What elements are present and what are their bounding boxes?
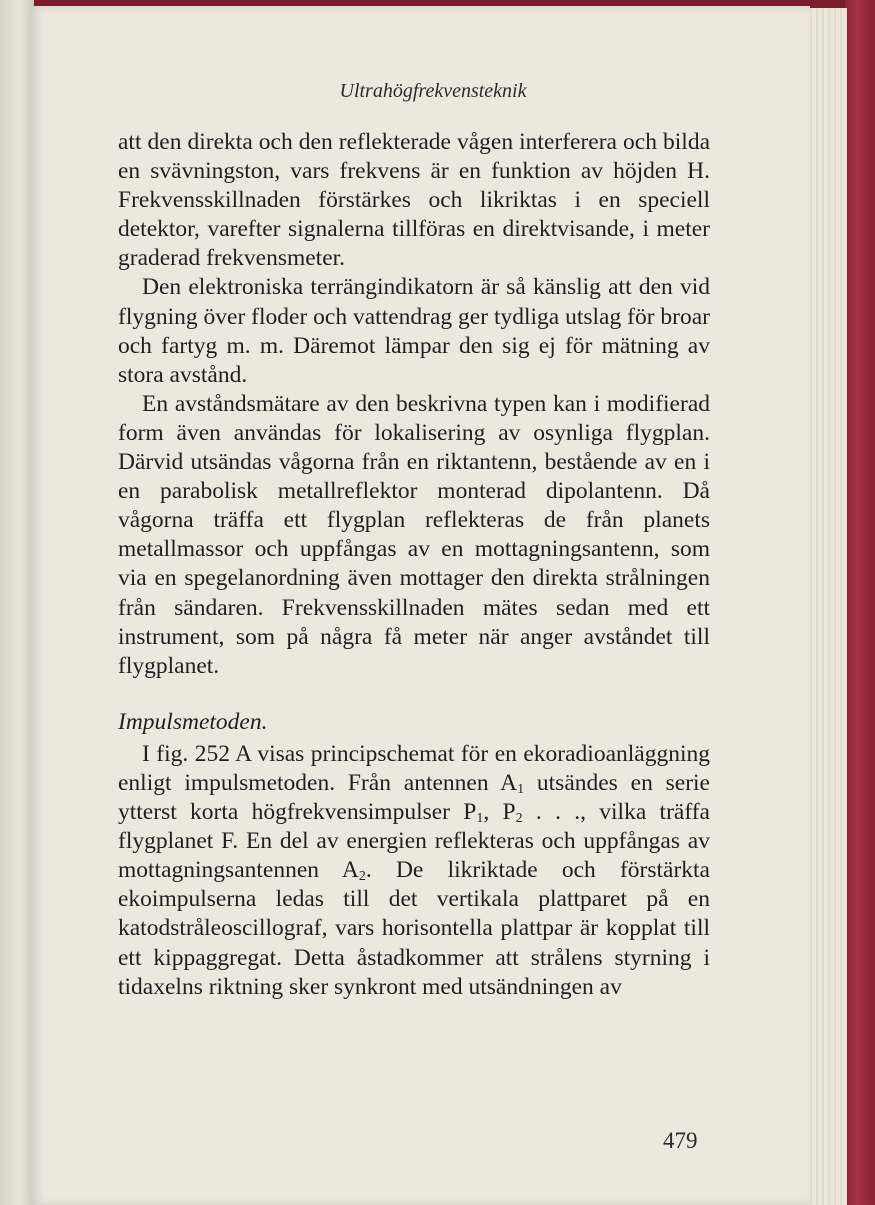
running-head: Ultrahögfrekvensteknik bbox=[339, 80, 527, 102]
paragraph-2: Den elektroniska terrängindikatorn är så känslig att den vid flygning över floder och vattendrag ger tydliga utslag för broar och fartyg m. m. Däremot lämpar den sig ej för mätning av stora avstånd. bbox=[118, 274, 710, 388]
previous-page-edge bbox=[0, 0, 34, 1205]
book-cover-edge bbox=[845, 0, 875, 1205]
section-heading: Impulsmetoden. bbox=[118, 708, 268, 735]
page-number: 479 bbox=[663, 1128, 698, 1153]
paragraph-3: En avståndsmätare av den beskrivna typen kan i modifierad form även användas för lokalisering av osynliga flygplan. Därvid utsändas vågorna från en riktantenn, bestående av en i en parabolisk metallreflektor monterad dipolantenn. Då vågorna träffa ett flygplan reflekteras de från planets metallmassor och uppfångas av en mottagningsantenn, som via en spegelanordning även mottager den direkta strålningen från sändaren. Frekvensskillnaden mätes sedan med ett instrument, som på några få meter när anger avståndet till flygplanet. bbox=[118, 390, 710, 679]
page-stack-edges bbox=[806, 8, 847, 1205]
book-page bbox=[30, 6, 810, 1205]
paragraph-1: att den direkta och den reflekterade vågen interferera och bilda en svävningston, vars frekvens är en funktion av höjden H. Frekvensskillnaden förstärkes och likriktas i en speciell detektor, varefter signalerna tillföras en direktvisande, i meter graderad frekvensmeter. bbox=[118, 129, 710, 272]
paragraph-4: I fig. 252 A visas principschemat för en ekoradioanläggning enligt impulsmetoden. Från antennen $A_1$ utsändes en serie ytterst korta högfrekvensimpulser $P_1$, $P_2$ . . ., vilka träffa flygplanet F. En del av energien reflekteras och uppfångas av mottagningsantennen $A_2$. De likriktade och förstärkta ekoimpulserna ledas till det vertikala plattparet på en katodstråleoscillograf, vars horisontella plattpar är kopplat till ett kippaggregat. Detta åstadkommer att strålens styrning i tidaxelns riktning sker synkront med utsändningen av bbox=[118, 740, 710, 1000]
body-text bbox=[118, 128, 710, 1002]
